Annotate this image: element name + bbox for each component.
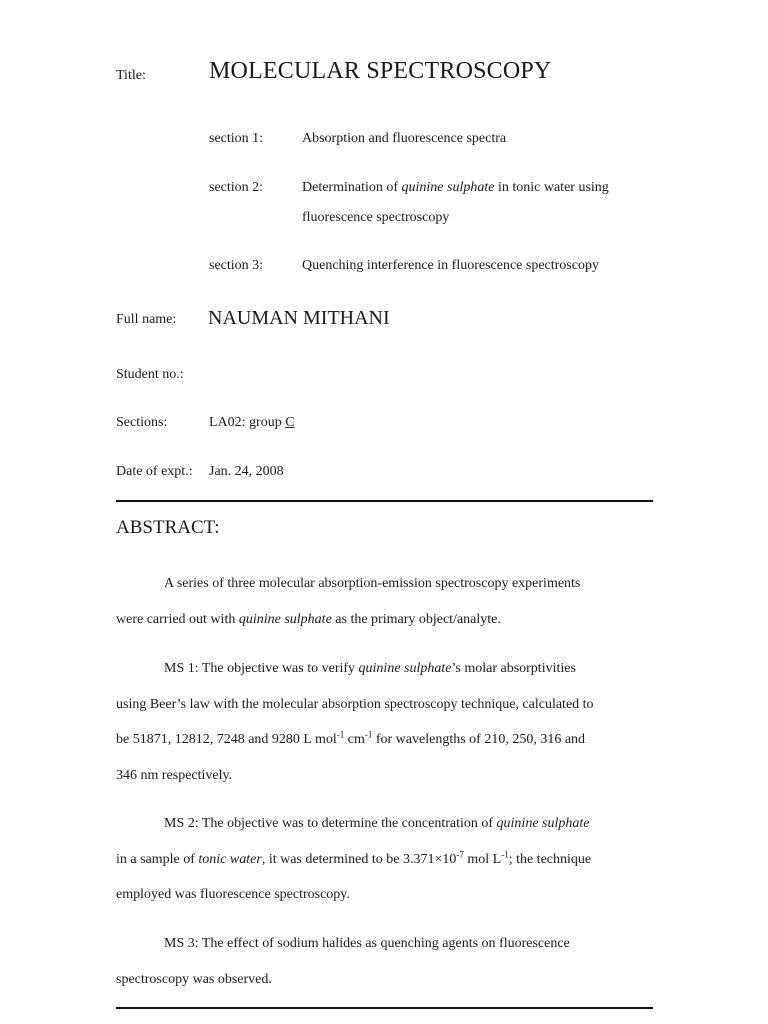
p2-line3-b: cm	[344, 732, 365, 747]
p3-italic-2: tonic water	[198, 851, 262, 867]
p4-line1: MS 3: The effect of sodium halides as quenching agents on fluorescence	[164, 936, 570, 951]
p2-italic: quinine sulphate	[358, 661, 452, 676]
section-2-text-line2: fluorescence spectroscopy	[302, 210, 450, 225]
fullname-value: NAUMAN MITHANI	[208, 307, 390, 329]
sections-label: Sections:	[116, 415, 168, 430]
fullname-label: Full name:	[116, 312, 177, 327]
section-2-text-pre: Determination of	[302, 180, 402, 195]
sections-value	[209, 415, 295, 431]
date-label: Date of expt.:	[116, 464, 193, 479]
section-2-number: section 2:	[209, 180, 264, 195]
sections-value-text: LA02: group	[209, 415, 286, 430]
abstract-paragraph-1	[116, 566, 656, 637]
title-label: Title:	[116, 68, 146, 83]
p2-line2: using Beer’s law with the molecular absorption spectroscopy technique, calculated to	[116, 696, 594, 712]
p3-italic-1: quinine sulphate	[496, 816, 590, 831]
section-2-text-post: in tonic water using	[494, 180, 609, 195]
p1-line2-pre: were carried out with	[116, 611, 239, 627]
p2-line4: 346 nm respectively.	[116, 767, 233, 783]
p1-line1: A series of three molecular absorption-emission spectroscopy experiments	[164, 576, 581, 591]
p2-sup1: -1	[336, 729, 345, 740]
p4-line2: spectroscopy was observed.	[116, 971, 272, 987]
section-3-number: section 3:	[209, 258, 264, 273]
p1-line2-post: as the primary object/analyte.	[331, 611, 501, 627]
section-1-text: Absorption and fluorescence spectra	[302, 131, 507, 146]
p2-line1-post: ’s molar absorptivities	[451, 661, 576, 676]
p2-line1-pre: MS 1: The objective was to verify	[164, 661, 359, 676]
abstract-paragraph-3	[116, 806, 656, 913]
student-no-label: Student no.:	[116, 367, 184, 382]
p1-italic: quinine sulphate	[238, 611, 332, 627]
p2-line3-a: be 51871, 12812, 7248 and 9280 L mol	[116, 732, 337, 747]
section-1-number: section 1:	[209, 131, 264, 146]
p3-line2-a: in a sample of	[116, 851, 199, 867]
p3-line1-pre: MS 2: The objective was to determine the concentration of	[164, 816, 497, 831]
p3-line2-c: mol L	[463, 851, 502, 867]
section-2-text-italic: quinine sulphate	[401, 180, 495, 195]
top-divider	[116, 500, 653, 502]
date-value: Jan. 24, 2008	[209, 464, 284, 479]
section-2-text	[302, 180, 609, 196]
sections-group-letter: C	[285, 415, 295, 430]
p3-line3: employed was fluorescence spectroscopy.	[116, 887, 350, 902]
p3-sup2: -1	[501, 848, 509, 859]
p3-line2-b: , it was determined to be 3.371×10	[261, 851, 457, 867]
document-title: MOLECULAR SPECTROSCOPY	[209, 58, 552, 84]
abstract-heading: ABSTRACT:	[116, 517, 220, 538]
bottom-divider	[116, 1007, 653, 1009]
p3-sup1: -7	[456, 848, 464, 859]
p2-sup2: -1	[364, 729, 373, 740]
p3-line2-d: ; the technique	[508, 851, 592, 867]
p2-line3-c: for wavelengths of 210, 250, 316 and	[372, 732, 586, 747]
section-3-text: Quenching interference in fluorescence spectroscopy	[302, 258, 599, 273]
abstract-paragraph-4	[116, 926, 656, 997]
abstract-paragraph-2	[116, 651, 656, 793]
